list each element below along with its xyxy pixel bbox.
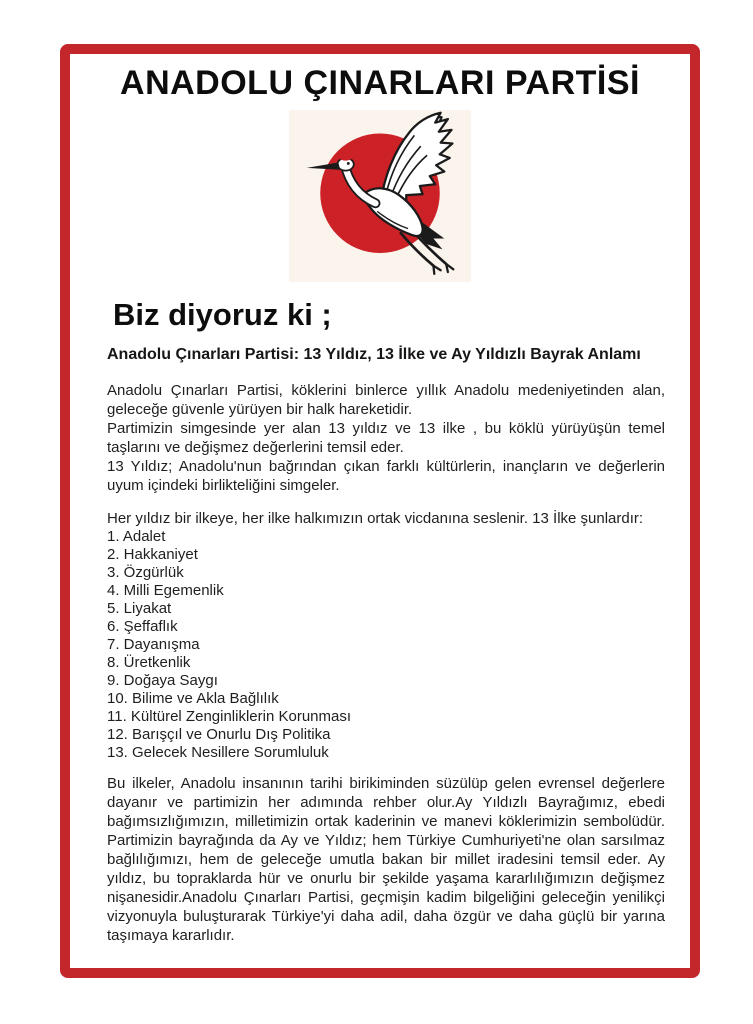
principle-item: 11. Kültürel Zenginliklerin Korunması [107,707,352,725]
subtitle-heading: Anadolu Çınarları Partisi: 13 Yıldız, 13 İlke ve Ay Yıldızlı Bayrak Anlamı [107,346,641,364]
intro-paragraphs [107,381,665,495]
crane-logo-icon [289,110,471,282]
principle-item: 12. Barışçıl ve Onurlu Dış Politika [107,725,331,743]
principle-item: 6. Şeffaflık [107,617,178,635]
principle-item: 10. Bilime ve Akla Bağlılık [107,689,279,707]
poster-body [70,298,690,945]
closing-paragraph: Bu ilkeler, Anadolu insanının tarihi birikiminden süzülüp gelen evrensel değerlere dayanır ve partimizin her adımında rehber olur.Ay Yıldızlı Bayrağımız, ebedi bağımsızlığımızın, milletimizin ortak kaderinin ve manevi köklerimizin sembolüdür. Partimizin bayrağında da Ay ve Yıldız; hem Türkiye Cumhuriyeti'ne olan sarsılmaz bağlılığımızı, hem de geleceğe umutla bakan bir millet iradesini temsil eder. Ay yıldız, bu topraklarda hür ve onurlu bir şekilde yaşama kararlılığımızın değişmez nişanesidir.Anadolu Çınarları Partisi, geçmişin kadim bilgeliğini geleceğin yenilikçi vizyonuyla buluşturarak Türkiye'yi daha adil, daha özgür ve daha güçlü bir yarına taşımaya kararlıdır. [107,774,665,944]
principle-item: 5. Liyakat [107,599,172,617]
principle-item: 2. Hakkaniyet [107,545,198,563]
slogan-heading: Biz diyoruz ki ; [113,296,332,332]
principle-item: 4. Milli Egemenlik [107,581,224,599]
principle-item: 8. Üretkenlik [107,653,191,671]
principle-item: 9. Doğaya Saygı [107,671,218,689]
intro-paragraph: Anadolu Çınarları Partisi, köklerini binlerce yıllık Anadolu medeniyetinden alan, geleceğe güvenle yürüyen bir halk hareketidir. [107,381,665,418]
principles-list [107,528,665,762]
principle-item: 13. Gelecek Nesillere Sorumluluk [107,743,329,761]
intro-paragraph: 13 Yıldız; Anadolu'nun bağrından çıkan farklı kültürlerin, inançların ve değerlerin uyum içindeki birlikteliğini simgeler. [107,457,665,494]
party-logo [289,110,471,282]
principle-item: 7. Dayanışma [107,635,200,653]
principle-item: 3. Özgürlük [107,563,184,581]
intro-paragraph: Partimizin simgesinde yer alan 13 yıldız ve 13 ilke , bu köklü yürüyüşün temel taşlarını ve değişmez değerlerini temsil eder. [107,419,665,456]
principle-item: 1. Adalet [107,527,166,545]
poster-border [60,44,700,978]
party-name-title: ANADOLU ÇINARLARI PARTİSİ [120,64,640,102]
principles-intro: Her yıldız bir ilkeye, her ilke halkımızın ortak vicdanına seslenir. 13 İlke şunlardır: [107,509,644,527]
